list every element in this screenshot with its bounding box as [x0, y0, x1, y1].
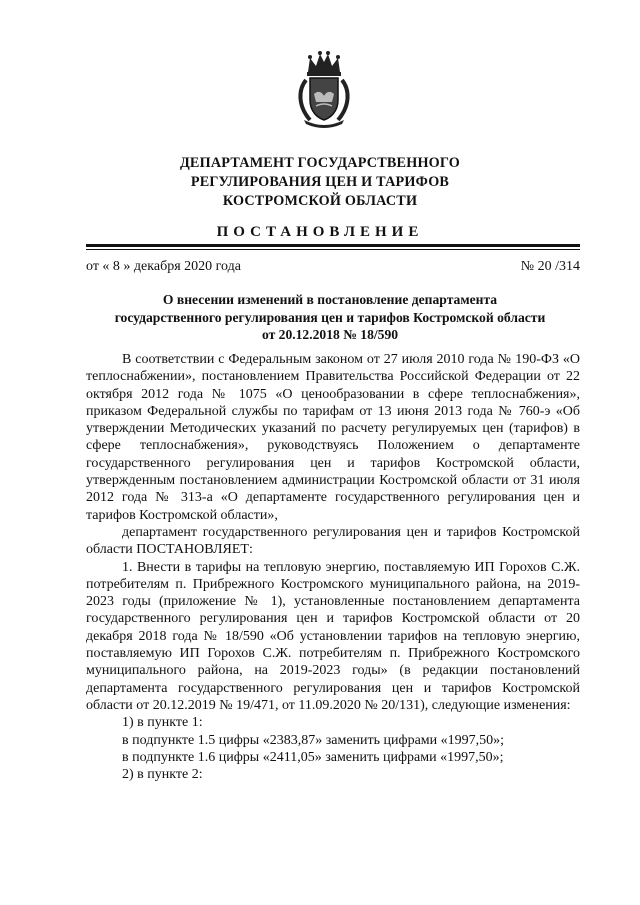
document-subject: [80, 291, 580, 344]
subject-line: государственного регулирования цен и тарифов Костромской области: [114, 309, 546, 325]
document-body: [86, 351, 580, 783]
list-item: в подпункте 1.6 цифры «2411,05» заменить цифрами «1997,50»;: [122, 749, 504, 765]
list-item: в подпункте 1.5 цифры «2383,87» заменить цифрами «1997,50»;: [122, 732, 505, 748]
resolution-paragraph: департамент государственного регулирования цен и тарифов Костромской области ПОСТАНОВЛЯЕТ:: [86, 524, 580, 558]
document-type-title: ПОСТАНОВЛЕНИЕ: [216, 224, 424, 240]
department-name-line: ДЕПАРТАМЕНТ ГОСУДАРСТВЕННОГО: [179, 155, 461, 171]
document-number: № 20 /314: [520, 259, 580, 274]
subject-line: от 20.12.2018 № 18/590: [261, 327, 399, 342]
list-item: 2) в пункте 2:: [122, 767, 203, 783]
header-divider-thin: [86, 249, 580, 250]
department-name-line: РЕГУЛИРОВАНИЯ ЦЕН И ТАРИФОВ: [190, 174, 450, 190]
subject-line: О внесении изменений в постановление департамента: [162, 292, 498, 307]
header-divider: [86, 244, 580, 247]
preamble-paragraph: В соответствии с Федеральным законом от 27 июля 2010 года № 190-ФЗ «О теплоснабжении», постановлением Правительства Российской Федерации от 22 октября 2012 года № 1075 «О ценообразовании в сфере теплоснабжения», приказом Федеральной службы по тарифам от 13 июня 2013 года № 760-э «Об утверждении Методических указаний по расчету регулируемых цен (тарифов) в сфере теплоснабжения», руководствуясь Положением о департаменте государственного регулирования цен и тарифов Костромской области, утвержденным постановлением администрации Костромской области от 31 июля 2012 года № 313-а «О департаменте государственного регулирования цен и тарифов Костромской области»,: [86, 352, 580, 523]
list-item: 1) в пункте 1:: [122, 715, 203, 731]
clause-1-paragraph: 1. Внести в тарифы на тепловую энергию, поставляемую ИП Горохов С.Ж. потребителям п. Прибрежного Костромского муниципального района, на 2019-2023 годы (приложение № 1), установленные постановлением департамента государственного регулирования цен и тарифов Костромской области от 20 декабря 2018 года № 18/590 «Об установлении тарифов на тепловую энергию, поставляемую ИП Горохов С.Ж. потребителям п. Прибрежного Костромского муниципального района, на 2019-2023 годы» (в редакции постановлений департамента государственного регулирования цен и тарифов Костромской области от 20.12.2019 № 19/471, от 11.09.2020 № 20/131), следующие изменения:: [86, 559, 580, 713]
document-date: от « 8 » декабря 2020 года: [86, 259, 241, 274]
department-name: [100, 154, 540, 211]
department-name-line: КОСТРОМСКОЙ ОБЛАСТИ: [222, 193, 418, 209]
kostroma-coat-of-arms-icon: [296, 50, 352, 130]
